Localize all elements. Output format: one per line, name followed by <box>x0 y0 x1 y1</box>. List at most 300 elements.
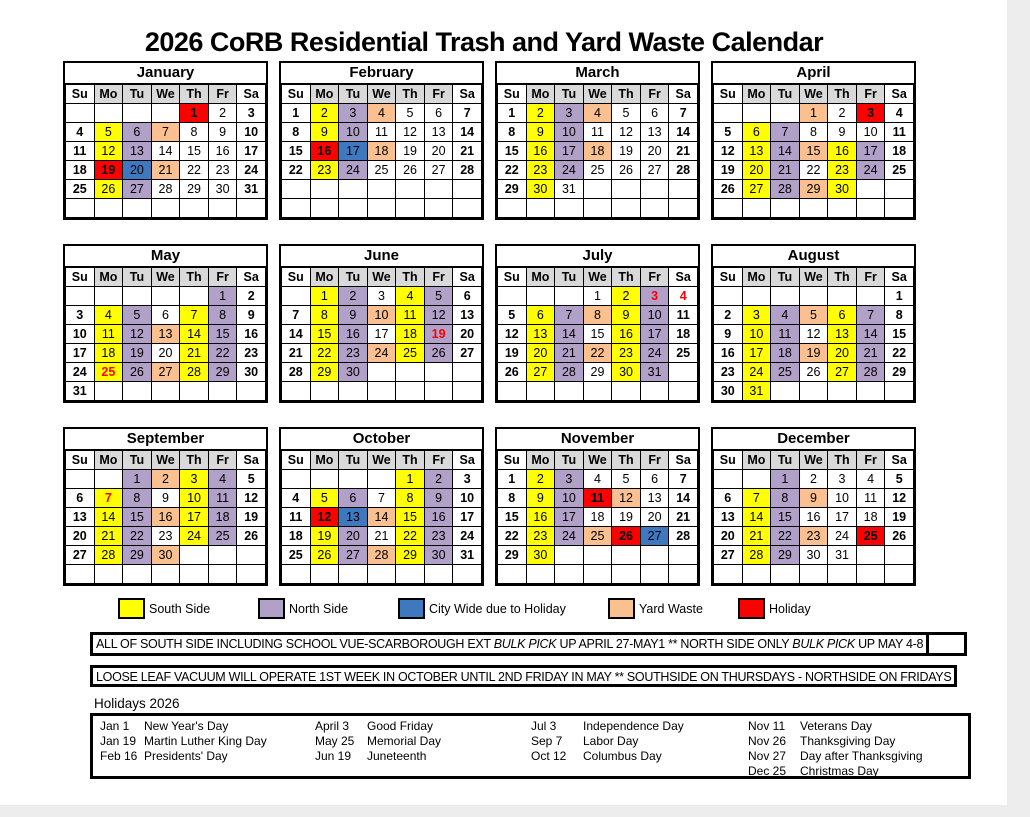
week-row <box>282 565 482 584</box>
day-cell-empty <box>799 565 828 584</box>
holidays-column <box>748 719 923 779</box>
day-cell: 5 <box>123 306 152 325</box>
day-cell: 1 <box>799 104 828 123</box>
day-cell: 5 <box>714 123 743 142</box>
day-cell: 17 <box>453 508 482 527</box>
legend-label: Holiday <box>769 601 811 616</box>
day-cell: 2 <box>424 470 453 489</box>
day-cell: 6 <box>66 489 95 508</box>
day-cell: 2 <box>526 470 555 489</box>
month-title: September <box>65 429 266 450</box>
day-cell: 26 <box>396 161 425 180</box>
day-cell: 5 <box>310 489 339 508</box>
month-october <box>279 427 484 586</box>
day-cell-empty <box>742 199 771 218</box>
day-cell: 9 <box>424 489 453 508</box>
day-cell: 23 <box>526 527 555 546</box>
day-cell: 12 <box>237 489 266 508</box>
day-cell: 19 <box>123 344 152 363</box>
month-title: October <box>281 429 482 450</box>
day-cell-empty <box>367 199 396 218</box>
day-cell: 22 <box>396 527 425 546</box>
day-cell: 3 <box>856 104 885 123</box>
day-cell: 24 <box>367 344 396 363</box>
day-cell: 21 <box>453 142 482 161</box>
day-cell-empty <box>669 363 698 382</box>
day-cell: 8 <box>123 489 152 508</box>
day-cell: 24 <box>828 527 857 546</box>
legend-label: Yard Waste <box>639 601 703 616</box>
holiday-name: Martin Luther King Day <box>144 734 267 748</box>
week-row <box>498 546 698 565</box>
day-cell: 3 <box>367 287 396 306</box>
day-cell-empty <box>208 546 237 565</box>
day-cell: 21 <box>555 344 584 363</box>
weekday-header: Sa <box>669 451 698 470</box>
day-cell-empty <box>555 199 584 218</box>
day-cell: 19 <box>612 508 641 527</box>
day-cell: 27 <box>424 161 453 180</box>
week-row <box>66 363 266 382</box>
week-row <box>66 104 266 123</box>
week-row <box>282 306 482 325</box>
day-cell: 31 <box>237 180 266 199</box>
day-cell: 23 <box>424 527 453 546</box>
weekday-header: Su <box>714 451 743 470</box>
day-cell: 16 <box>526 508 555 527</box>
day-cell: 21 <box>282 344 311 363</box>
legend-item-yard-waste <box>608 598 703 619</box>
weekday-header-row <box>282 85 482 104</box>
week-row <box>66 161 266 180</box>
day-cell: 17 <box>555 142 584 161</box>
weekday-header: Mo <box>94 268 123 287</box>
day-cell: 24 <box>180 527 209 546</box>
day-cell: 18 <box>669 325 698 344</box>
day-cell-empty <box>94 382 123 401</box>
day-cell: 26 <box>714 180 743 199</box>
month-title: March <box>497 63 698 84</box>
legend-swatch <box>738 598 765 619</box>
page-title: 2026 CoRB Residential Trash and Yard Waste Calendar <box>144 27 824 57</box>
week-row <box>66 306 266 325</box>
day-cell: 11 <box>208 489 237 508</box>
week-row <box>282 142 482 161</box>
month-day-grid <box>281 84 482 218</box>
day-cell: 16 <box>310 142 339 161</box>
day-cell: 6 <box>828 306 857 325</box>
day-cell: 16 <box>526 142 555 161</box>
day-cell: 9 <box>714 325 743 344</box>
weekday-header: Tu <box>555 85 584 104</box>
day-cell-empty <box>714 565 743 584</box>
week-row <box>282 161 482 180</box>
day-cell: 27 <box>640 527 669 546</box>
day-cell-empty <box>339 565 368 584</box>
day-cell: 11 <box>367 123 396 142</box>
weekday-header: Su <box>66 268 95 287</box>
weekday-header: Mo <box>310 451 339 470</box>
weekday-header: Th <box>612 451 641 470</box>
day-cell: 16 <box>424 508 453 527</box>
day-cell: 21 <box>742 527 771 546</box>
day-cell: 8 <box>771 489 800 508</box>
bulk-pickup-note-endcell <box>926 635 964 653</box>
weekday-header: Fr <box>640 85 669 104</box>
day-cell: 10 <box>66 325 95 344</box>
day-cell: 20 <box>453 325 482 344</box>
day-cell: 3 <box>66 306 95 325</box>
week-row <box>282 287 482 306</box>
day-cell-empty <box>282 180 311 199</box>
holiday-name: Columbus Day <box>583 749 662 763</box>
day-cell: 15 <box>799 142 828 161</box>
day-cell-empty <box>453 382 482 401</box>
weekday-header: Sa <box>237 268 266 287</box>
week-row <box>282 363 482 382</box>
day-cell: 19 <box>885 508 914 527</box>
day-cell: 10 <box>180 489 209 508</box>
note-segment: UP MAY 4-8 <box>854 637 924 651</box>
day-cell-empty <box>424 382 453 401</box>
day-cell-empty <box>771 565 800 584</box>
day-cell: 6 <box>151 306 180 325</box>
day-cell-empty <box>714 287 743 306</box>
day-cell: 18 <box>208 508 237 527</box>
holiday-name: Christmas Day <box>800 764 879 778</box>
holiday-name: Memorial Day <box>367 734 442 748</box>
day-cell: 30 <box>714 382 743 401</box>
day-cell: 13 <box>526 325 555 344</box>
month-title: November <box>497 429 698 450</box>
week-row <box>714 306 914 325</box>
week-row <box>498 382 698 401</box>
week-row <box>498 344 698 363</box>
day-cell-empty <box>742 565 771 584</box>
day-cell: 20 <box>742 161 771 180</box>
week-row <box>282 382 482 401</box>
day-cell: 26 <box>310 546 339 565</box>
weekday-header: Mo <box>742 85 771 104</box>
week-row <box>498 287 698 306</box>
day-cell-empty <box>94 199 123 218</box>
day-cell: 20 <box>424 142 453 161</box>
day-cell: 12 <box>885 489 914 508</box>
day-cell: 5 <box>799 306 828 325</box>
weekday-header: Fr <box>208 268 237 287</box>
day-cell: 2 <box>208 104 237 123</box>
legend <box>0 598 1006 620</box>
day-cell-empty <box>669 180 698 199</box>
day-cell: 11 <box>856 489 885 508</box>
day-cell-empty <box>498 565 527 584</box>
day-cell-empty <box>310 382 339 401</box>
day-cell: 15 <box>583 325 612 344</box>
loose-leaf-note <box>90 665 957 687</box>
day-cell: 30 <box>612 363 641 382</box>
month-day-grid <box>713 450 914 584</box>
day-cell-empty <box>612 382 641 401</box>
day-cell-empty <box>583 565 612 584</box>
day-cell: 14 <box>94 508 123 527</box>
week-row <box>66 123 266 142</box>
day-cell: 15 <box>123 508 152 527</box>
day-cell: 17 <box>640 325 669 344</box>
day-cell: 16 <box>799 508 828 527</box>
day-cell: 14 <box>180 325 209 344</box>
day-cell: 19 <box>94 161 123 180</box>
weekday-header: Sa <box>453 451 482 470</box>
day-cell: 1 <box>771 470 800 489</box>
holiday-entry <box>531 719 684 734</box>
day-cell: 19 <box>396 142 425 161</box>
day-cell: 28 <box>555 363 584 382</box>
holiday-date: Feb 16 <box>100 749 138 763</box>
day-cell-empty <box>498 287 527 306</box>
day-cell: 11 <box>282 508 311 527</box>
weekday-header: Tu <box>339 85 368 104</box>
day-cell: 9 <box>828 123 857 142</box>
day-cell: 4 <box>396 287 425 306</box>
day-cell: 22 <box>771 527 800 546</box>
weekday-header-row <box>714 268 914 287</box>
day-cell: 16 <box>151 508 180 527</box>
weekday-header: Mo <box>526 451 555 470</box>
weekday-header: Sa <box>885 268 914 287</box>
weekday-header: Su <box>498 451 527 470</box>
day-cell-empty <box>208 565 237 584</box>
day-cell: 1 <box>310 287 339 306</box>
day-cell: 1 <box>208 287 237 306</box>
day-cell: 28 <box>669 527 698 546</box>
day-cell-empty <box>828 287 857 306</box>
day-cell: 4 <box>66 123 95 142</box>
weekday-header: We <box>799 451 828 470</box>
day-cell: 19 <box>612 142 641 161</box>
day-cell: 3 <box>453 470 482 489</box>
legend-label: North Side <box>289 601 349 616</box>
holiday-date: Nov 26 <box>748 734 787 748</box>
day-cell: 8 <box>498 123 527 142</box>
note-segment: BULK PICK <box>792 637 855 651</box>
day-cell: 25 <box>94 363 123 382</box>
day-cell-empty <box>453 199 482 218</box>
day-cell: 8 <box>396 489 425 508</box>
day-cell-empty <box>885 565 914 584</box>
day-cell: 17 <box>237 142 266 161</box>
day-cell: 20 <box>339 527 368 546</box>
day-cell: 3 <box>555 470 584 489</box>
day-cell-empty <box>339 199 368 218</box>
weekday-header: Su <box>282 451 311 470</box>
day-cell: 14 <box>555 325 584 344</box>
day-cell: 9 <box>526 489 555 508</box>
day-cell: 16 <box>339 325 368 344</box>
day-cell: 10 <box>856 123 885 142</box>
day-cell: 26 <box>94 180 123 199</box>
day-cell: 29 <box>583 363 612 382</box>
day-cell: 6 <box>453 287 482 306</box>
weekday-header: Su <box>498 268 527 287</box>
day-cell: 15 <box>180 142 209 161</box>
weekday-header: Th <box>180 85 209 104</box>
legend-item-north-side <box>258 598 348 619</box>
day-cell-empty <box>180 287 209 306</box>
weekday-header-row <box>498 451 698 470</box>
holiday-entry <box>315 719 441 734</box>
day-cell-empty <box>856 287 885 306</box>
day-cell: 31 <box>453 546 482 565</box>
day-cell: 14 <box>151 142 180 161</box>
month-september <box>63 427 268 586</box>
day-cell-empty <box>123 565 152 584</box>
day-cell: 22 <box>282 161 311 180</box>
week-row <box>66 325 266 344</box>
weekday-header: Tu <box>123 268 152 287</box>
day-cell: 2 <box>799 470 828 489</box>
week-row <box>282 527 482 546</box>
weekday-header: Su <box>282 268 311 287</box>
day-cell: 20 <box>640 142 669 161</box>
day-cell: 15 <box>208 325 237 344</box>
week-row <box>714 527 914 546</box>
day-cell-empty <box>66 104 95 123</box>
week-row <box>714 180 914 199</box>
day-cell-empty <box>367 180 396 199</box>
day-cell-empty <box>282 565 311 584</box>
day-cell-empty <box>526 382 555 401</box>
loose-leaf-note-text <box>93 668 954 684</box>
day-cell: 25 <box>856 527 885 546</box>
day-cell: 5 <box>498 306 527 325</box>
day-cell: 7 <box>453 104 482 123</box>
day-cell: 10 <box>828 489 857 508</box>
day-cell-empty <box>612 546 641 565</box>
day-cell: 27 <box>123 180 152 199</box>
week-row <box>498 161 698 180</box>
day-cell: 25 <box>583 527 612 546</box>
day-cell: 28 <box>282 363 311 382</box>
weekday-header: Th <box>180 451 209 470</box>
holiday-name: Thanksgiving Day <box>800 734 896 748</box>
week-row <box>714 470 914 489</box>
day-cell: 28 <box>453 161 482 180</box>
week-row <box>282 508 482 527</box>
day-cell: 6 <box>339 489 368 508</box>
day-cell: 28 <box>151 180 180 199</box>
day-cell: 19 <box>237 508 266 527</box>
weekday-header: Th <box>396 85 425 104</box>
weekday-header: Su <box>66 85 95 104</box>
day-cell: 23 <box>208 161 237 180</box>
month-day-grid <box>497 84 698 218</box>
day-cell-empty <box>526 287 555 306</box>
day-cell: 19 <box>714 161 743 180</box>
day-cell-empty <box>555 287 584 306</box>
page-edge-bottom <box>0 805 1007 817</box>
day-cell-empty <box>123 104 152 123</box>
day-cell-empty <box>885 546 914 565</box>
weekday-header: Sa <box>453 85 482 104</box>
day-cell: 26 <box>123 363 152 382</box>
holidays-column <box>315 719 441 764</box>
day-cell-empty <box>856 546 885 565</box>
day-cell: 8 <box>583 306 612 325</box>
day-cell: 12 <box>424 306 453 325</box>
day-cell: 25 <box>583 161 612 180</box>
day-cell-empty <box>498 199 527 218</box>
holiday-name: Labor Day <box>583 734 639 748</box>
day-cell: 15 <box>396 508 425 527</box>
holiday-date: Nov 27 <box>748 749 787 763</box>
week-row <box>714 325 914 344</box>
day-cell: 12 <box>123 325 152 344</box>
day-cell: 20 <box>714 527 743 546</box>
day-cell: 27 <box>339 546 368 565</box>
weekday-header: Th <box>828 85 857 104</box>
day-cell: 2 <box>526 104 555 123</box>
day-cell: 30 <box>424 546 453 565</box>
day-cell: 27 <box>66 546 95 565</box>
day-cell: 30 <box>151 546 180 565</box>
day-cell: 18 <box>583 142 612 161</box>
day-cell-empty <box>669 199 698 218</box>
week-row <box>498 508 698 527</box>
day-cell: 10 <box>237 123 266 142</box>
weekday-header: We <box>583 268 612 287</box>
day-cell: 14 <box>771 142 800 161</box>
day-cell: 6 <box>714 489 743 508</box>
day-cell-empty <box>555 382 584 401</box>
day-cell: 5 <box>612 470 641 489</box>
months-grid <box>63 61 916 586</box>
holidays-label: Holidays 2026 <box>94 696 180 711</box>
month-day-grid <box>281 267 482 401</box>
week-row <box>498 527 698 546</box>
week-row <box>66 382 266 401</box>
weekday-header-row <box>714 451 914 470</box>
day-cell: 3 <box>180 470 209 489</box>
day-cell-empty <box>94 565 123 584</box>
day-cell: 28 <box>856 363 885 382</box>
day-cell: 13 <box>714 508 743 527</box>
day-cell: 8 <box>208 306 237 325</box>
month-title: May <box>65 246 266 267</box>
day-cell: 10 <box>555 123 584 142</box>
day-cell: 10 <box>367 306 396 325</box>
day-cell: 20 <box>151 344 180 363</box>
weekday-header: We <box>151 85 180 104</box>
day-cell: 5 <box>612 104 641 123</box>
day-cell: 26 <box>424 344 453 363</box>
day-cell: 23 <box>612 344 641 363</box>
month-day-grid <box>713 84 914 218</box>
day-cell: 22 <box>310 344 339 363</box>
holiday-date: April 3 <box>315 719 350 733</box>
day-cell: 22 <box>583 344 612 363</box>
week-row <box>714 123 914 142</box>
day-cell: 21 <box>771 161 800 180</box>
day-cell: 25 <box>66 180 95 199</box>
weekday-header: Th <box>396 268 425 287</box>
day-cell: 4 <box>583 470 612 489</box>
day-cell: 23 <box>526 161 555 180</box>
day-cell: 27 <box>151 363 180 382</box>
week-row <box>282 325 482 344</box>
day-cell: 7 <box>669 470 698 489</box>
day-cell: 8 <box>498 489 527 508</box>
day-cell-empty <box>310 199 339 218</box>
